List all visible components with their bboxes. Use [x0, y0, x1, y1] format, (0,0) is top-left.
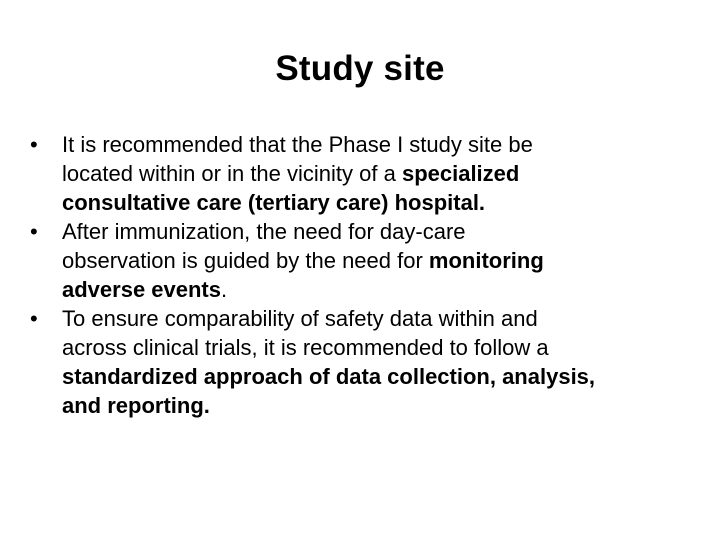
- bullet-item: [28, 304, 700, 420]
- bullet-bold-text: monitoring: [428, 248, 544, 273]
- bullet-item: [28, 217, 700, 304]
- bullet-text: It is recommended that the Phase I study site be: [62, 132, 533, 157]
- bullet-bold-text: adverse events: [62, 277, 221, 302]
- bullet-text: across clinical trials, it is recommended to follow a: [62, 335, 549, 360]
- bullet-bold-text: specialized: [401, 161, 520, 186]
- bullet-bold-text: consultative care (tertiary care) hospital.: [62, 190, 486, 215]
- bullet-line: [62, 275, 700, 304]
- bullet-line: [62, 246, 700, 275]
- bullet-line: [62, 333, 700, 362]
- bullet-icon: •: [30, 306, 38, 331]
- bullet-line: [62, 304, 700, 333]
- bullet-icon: •: [30, 132, 38, 157]
- slide-title: Study site: [275, 49, 445, 88]
- bullet-line: [62, 188, 700, 217]
- bullet-text: .: [221, 277, 228, 302]
- bullet-line: [62, 362, 700, 391]
- bullet-bold-text: and reporting.: [62, 393, 210, 418]
- bullet-text: located within or in the vicinity of a: [62, 161, 402, 186]
- bullet-bold-text: standardized approach of data collection, analysis,: [62, 364, 596, 389]
- bullet-item: [28, 130, 700, 217]
- bullet-line: [62, 217, 700, 246]
- bullet-line: [62, 130, 700, 159]
- bullet-text: After immunization, the need for day-care: [62, 219, 466, 244]
- bullet-icon: •: [30, 219, 38, 244]
- bullet-line: [62, 159, 700, 188]
- bullet-line: [62, 391, 700, 420]
- bullet-text: observation is guided by the need for: [62, 248, 429, 273]
- bullet-text: To ensure comparability of safety data within and: [62, 306, 538, 331]
- bullet-list: [28, 130, 700, 420]
